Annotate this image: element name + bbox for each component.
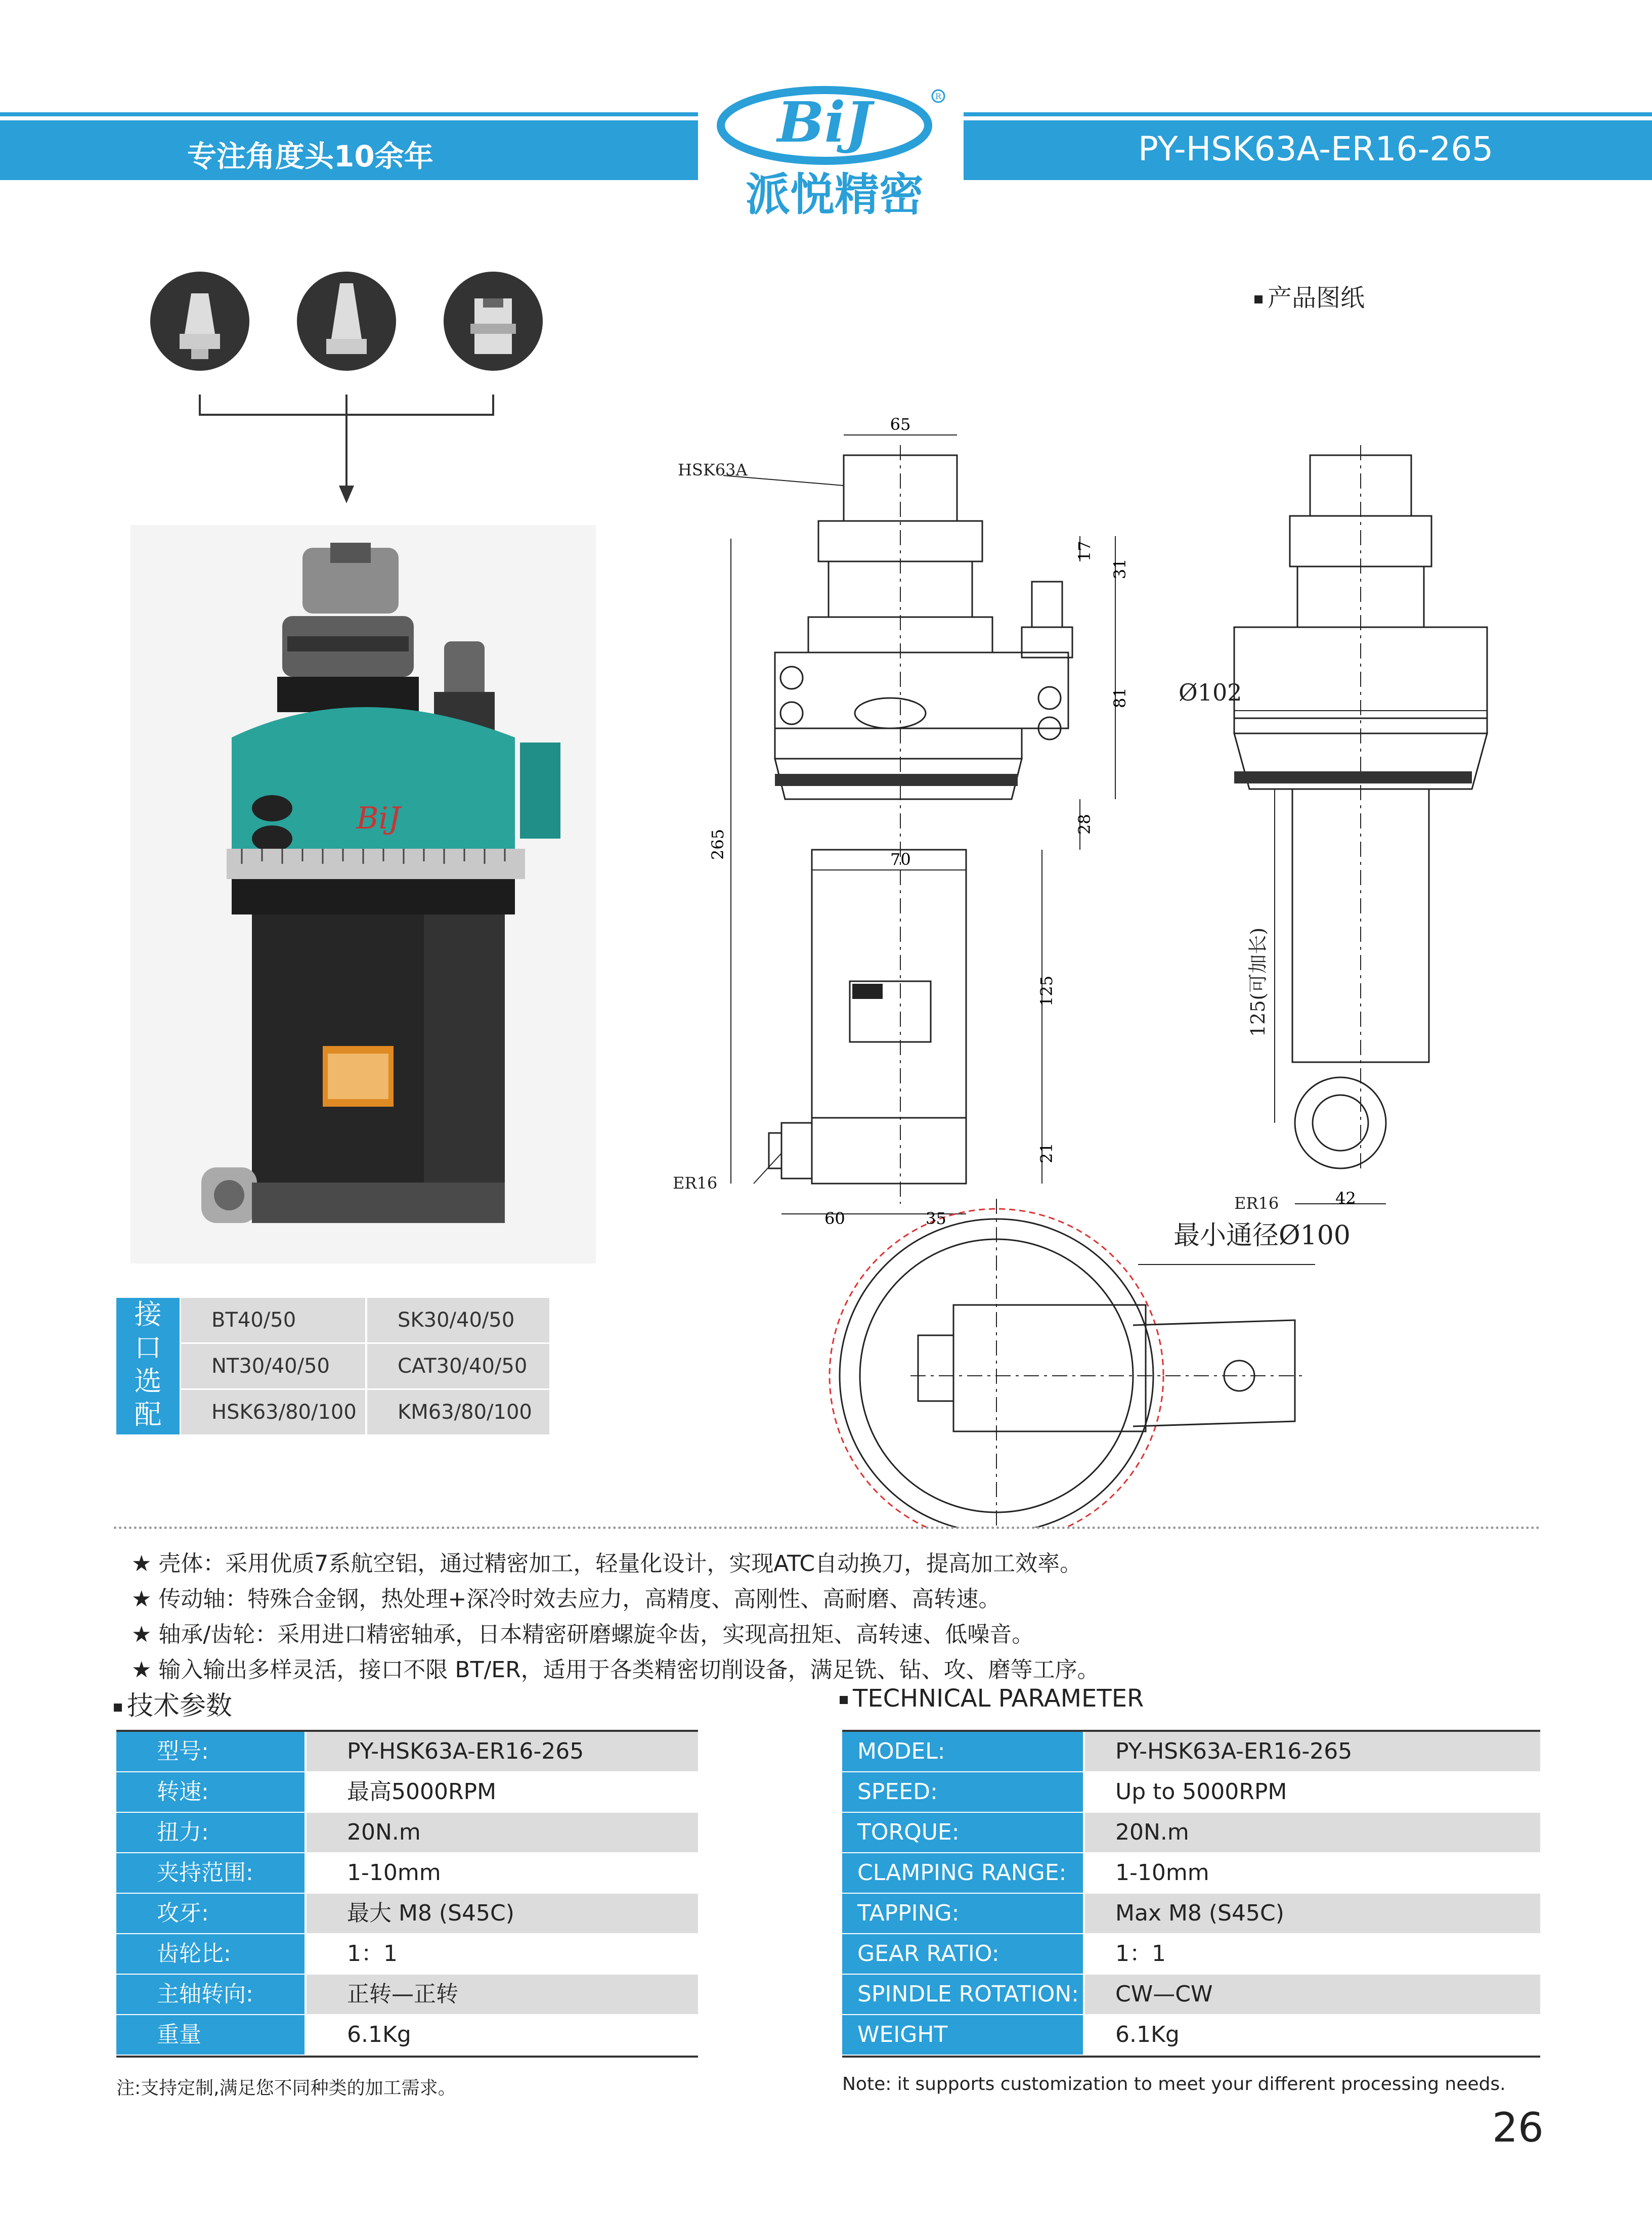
- hsk-shank-icon: [297, 272, 396, 371]
- svg-text:BiJ: BiJ: [356, 801, 401, 836]
- dim-31: 31: [1110, 558, 1129, 579]
- header-line-left: [0, 112, 698, 116]
- adapter-cell: BT40/50: [181, 1298, 365, 1342]
- label-hsk: HSK63A: [678, 460, 748, 479]
- table-row: 夹持范围: 1-10mm: [116, 1853, 698, 1894]
- table-row: TORQUE: 20N.m: [842, 1813, 1540, 1853]
- spec-en-table: [842, 1730, 1540, 2058]
- dim-60: 60: [824, 1209, 845, 1228]
- svg-text:R: R: [935, 92, 942, 101]
- label-extend: 125(可加长): [1247, 927, 1269, 1037]
- table-row: 扭力: 20N.m: [116, 1813, 698, 1853]
- capto-shank-icon: [444, 272, 543, 371]
- spec-cn-table: [116, 1730, 698, 2058]
- dim-17: 17: [1075, 541, 1094, 561]
- adapter-cell: NT30/40/50: [181, 1344, 365, 1388]
- table-row: WEIGHT 6.1Kg: [842, 2015, 1540, 2056]
- label-dia: Ø102: [1179, 679, 1242, 706]
- table-row: 齿轮比: 1：1: [116, 1934, 698, 1975]
- feature-item: ★ 传动轴：特殊合金钢，热处理+深冷时效去应力，高精度、高刚性、高耐磨、高转速。: [132, 1586, 1001, 1612]
- table-row: 主轴转向: 正转—正转: [116, 1975, 698, 2015]
- spec-cn-note: 注:支持定制,满足您不同种类的加工需求。: [116, 2078, 456, 2099]
- table-row: SPEED: Up to 5000RPM: [842, 1772, 1540, 1813]
- table-row: SPINDLE ROTATION: CW—CW: [842, 1975, 1540, 2015]
- brand-logo-text: BiJ: [777, 90, 872, 155]
- dim-65: 65: [890, 415, 911, 434]
- adapter-cell: HSK63/80/100: [181, 1390, 365, 1434]
- spec-cn-title: 技术参数: [114, 1684, 232, 1722]
- header-line-right: [964, 112, 1652, 116]
- bt-shank-icon: [150, 272, 249, 371]
- technical-drawing: [658, 415, 1619, 1528]
- label-er-right: ER16: [1234, 1194, 1279, 1213]
- dim-81: 81: [1110, 687, 1129, 708]
- dim-265: 265: [708, 828, 727, 860]
- table-row: TAPPING: Max M8 (S45C): [842, 1894, 1540, 1934]
- spec-en-title: TECHNICAL PARAMETER: [840, 1684, 1144, 1713]
- spec-en-note: Note: it supports customization to meet your different processing needs.: [842, 2074, 1506, 2095]
- feature-item: ★ 输入输出多样灵活，接口不限 BT/ER，适用于各类精密切削设备，满足铣、钻、攻、磨等工序。: [132, 1657, 1100, 1683]
- label-er-side: ER16: [673, 1173, 718, 1193]
- adapter-cell: KM63/80/100: [367, 1390, 549, 1434]
- table-row: GEAR RATIO: 1：1: [842, 1934, 1540, 1975]
- table-row: 重量 6.1Kg: [116, 2015, 698, 2056]
- brand-cn: 派悦精密: [745, 168, 924, 221]
- table-row: 转速: 最高5000RPM: [116, 1772, 698, 1813]
- product-photo: [131, 525, 596, 1263]
- dim-28: 28: [1075, 814, 1094, 835]
- dim-42: 42: [1335, 1189, 1356, 1208]
- table-row: 攻牙: 最大 M8 (S45C): [116, 1894, 698, 1934]
- page-number: 26: [1492, 2104, 1544, 2151]
- dim-70: 70: [890, 850, 911, 869]
- header-model: PY-HSK63A-ER16-265: [1138, 129, 1494, 168]
- dim-21: 21: [1037, 1143, 1056, 1163]
- table-row: MODEL: PY-HSK63A-ER16-265: [842, 1732, 1540, 1772]
- brand-logo: [708, 81, 951, 223]
- dim-35: 35: [926, 1209, 946, 1228]
- adapter-side-label: 接 口 选 配: [116, 1298, 180, 1434]
- section-divider: [114, 1526, 1540, 1529]
- table-row: CLAMPING RANGE: 1-10mm: [842, 1853, 1540, 1894]
- drawing-section-title: 产品图纸: [1254, 278, 1365, 313]
- feature-item: ★ 壳体：采用优质7系航空铝，通过精密加工，轻量化设计，实现ATC自动换刀，提高加工效率。: [132, 1551, 1082, 1577]
- header-slogan: 专注角度头10余年: [187, 139, 433, 173]
- feature-item: ★ 轴承/齿轮：采用进口精密轴承，日本精密研磨螺旋伞齿，实现高扭矩、高转速、低噪音。: [132, 1622, 1034, 1647]
- adapter-cell: SK30/40/50: [367, 1298, 549, 1342]
- dim-125: 125: [1037, 975, 1056, 1007]
- label-min-pass: 最小通径Ø100: [1173, 1220, 1351, 1251]
- interface-selector: [147, 268, 551, 511]
- adapter-cell: CAT30/40/50: [367, 1344, 549, 1388]
- table-row: 型号: PY-HSK63A-ER16-265: [116, 1732, 698, 1772]
